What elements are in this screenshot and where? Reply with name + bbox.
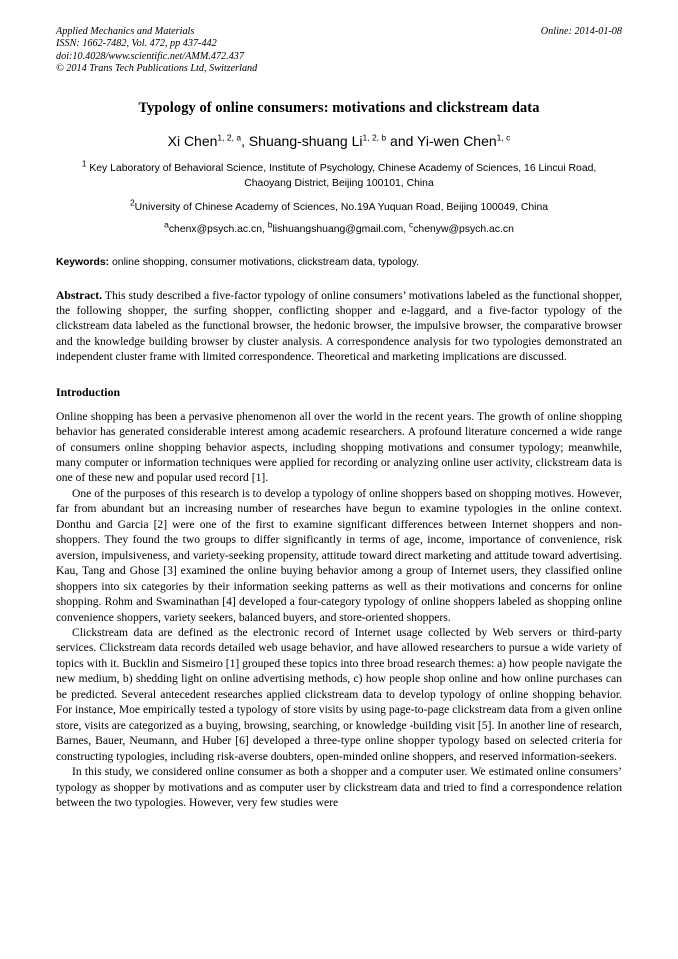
paragraph-intro-1: Online shopping has been a pervasive phenomenon all over the world in the recent years. The growth of online shopping behavior has generated considerable interest among academic researchers. A profound literature concerned a wide range of consumers online shopping behavior aspects, including shopping motivations and consumer typology; meanwhile, many computer or information techniques were applied for recording or analyzing online user activity, clickstream data is one of these new and popular used record [1]. <box>56 409 622 485</box>
keywords-line <box>56 257 622 268</box>
abstract-paragraph <box>56 288 622 365</box>
paragraph-intro-3: Clickstream data are defined as the electronic record of Internet usage collected by Web servers or third-party services. Clickstream data records detailed web usage behavior, and have allowed researchers to pursue a wide variety of topics with it. Bucklin and Sismeiro [1] grouped these topics into three broad research themes: a) how people navigate the new medium, b) shedding light on online advertising methods, c) how people shop online and how online purchases can be predicted. Several antecedent researches applied clickstream data to develop typology of online shopping behavior. For instance, Moe empirically tested a typology of store visits by using page-to-page clickstream data from a given online store, visits are categorized as a buying, browsing, searching, or knowledge -building visit [5]. In another line of research, Barnes, Bauer, Neumann, and Huber [6] developed a three-type online shopper typology based on selected criteria for constructing typologies, including risk-averse doubters, open-minded online shoppers, and reserved information-seekers. <box>56 626 623 763</box>
affiliation-1 <box>56 158 622 191</box>
author-1-name: Xi Chen <box>167 132 218 149</box>
section-heading-introduction: Introduction <box>56 384 121 399</box>
email-a-marker: a <box>164 219 169 230</box>
online-date <box>541 26 622 38</box>
paragraph-intro-4: In this study, we considered online consumer as both a shopper and a computer user. We estimated online consumers’ typology as shopper by motivations and as computer user by clickstream data and tried to find a correspondence relation between the two typologies. However, very few studies were <box>56 765 622 809</box>
journal-copyright: © 2014 Trans Tech Publications Ltd, Switzerland <box>56 63 258 75</box>
affiliation-2-text: University of Chinese Academy of Sciences, No.19A Yuquan Road, Beijing 100049, China <box>134 201 549 213</box>
author-3-affil-marker: 1, c <box>496 131 511 142</box>
keywords-text: online shopping, consumer motivations, clickstream data, typology. <box>109 256 420 268</box>
journal-info <box>56 26 257 76</box>
journal-name: Applied Mechanics and Materials <box>56 26 195 37</box>
email-b-marker: b <box>267 219 273 230</box>
abstract-text: This study described a five-factor typology of online consumers’ motivations labeled as the functional shopper, the following shopper, the surfing shopper, conflicting shopper and e-laggard, and a five-factor typology of the clickstream data labeled as the functional browser, the hedonic browser, the impulsive browser, the comparative browser and the knowledge building browser by cluster analysis. A correspondence analysis for two typologies demonstrated an independent cluster frame with limited correspondence. Theoretical and marketing implications are discussed. <box>56 288 622 364</box>
abstract-label: Abstract. <box>56 288 103 302</box>
email-b[interactable]: lishuangshuang@gmail.com, <box>272 223 409 235</box>
author-separator-2: and <box>386 132 418 149</box>
paragraph-intro-2: One of the purposes of this research is to develop a typology of online shoppers based on shopping motives. However, far from abundant but an increasing number of researches have begun to examine typologies in the online context. Donthu and Garcia [2] were one of the first to examine significant differences between Internet shoppers and non-shoppers. They found the two groups to differ significantly in terms of age, income, importance of convenience, risk aversion, impulsiveness, and variety-seeking propensity, attitude toward direct marketing and attitude toward advertising. Kau, Tang and Ghose [3] examined the online buying behavior among a group of Internet users, they classified online shoppers into six categories by their information seeking patterns as well as their motivations and concerns for online shopping. Rohm and Swaminathan [4] developed a four-category typology of online shoppers labeled as shopping online convenience shoppers, variety seekers, balanced buyers, and store-oriented shoppers. <box>56 486 622 624</box>
journal-issn-volume: ISSN: 1662-7482, Vol. 472, pp 437-442 <box>56 38 217 50</box>
email-a[interactable]: chenx@psych.ac.cn, <box>168 223 268 235</box>
author-emails <box>56 219 622 235</box>
online-date-text: Online: 2014-01-08 <box>540 26 622 37</box>
author-separator-1: , <box>241 132 249 149</box>
affiliation-2-marker: 2 <box>129 197 135 208</box>
author-2-affil-marker: 1, 2, b <box>362 131 387 142</box>
affiliation-1-text: Key Laboratory of Behavioral Science, Institute of Psychology, Chinese Academy of Sciences, 16 Lincui Road, Chaoyang District, Beijing 100101, China <box>86 162 597 189</box>
author-1-affil-marker: 1, 2, a <box>217 131 242 142</box>
affiliation-1-marker: 1 <box>81 158 87 169</box>
journal-doi: doi:10.4028/www.scientific.net/AMM.472.437 <box>56 50 244 62</box>
page-header <box>56 26 622 76</box>
email-c[interactable]: chenyw@psych.ac.cn <box>413 223 514 235</box>
author-2-name: Shuang-shuang Li <box>248 132 363 149</box>
keywords-label: Keywords: <box>56 256 110 268</box>
author-list <box>56 133 622 149</box>
page-title: Typology of online consumers: motivations and clickstream data <box>138 99 540 116</box>
email-c-marker: c <box>408 219 414 230</box>
affiliation-2 <box>56 197 622 215</box>
author-3-name: Yi-wen Chen <box>417 132 497 149</box>
